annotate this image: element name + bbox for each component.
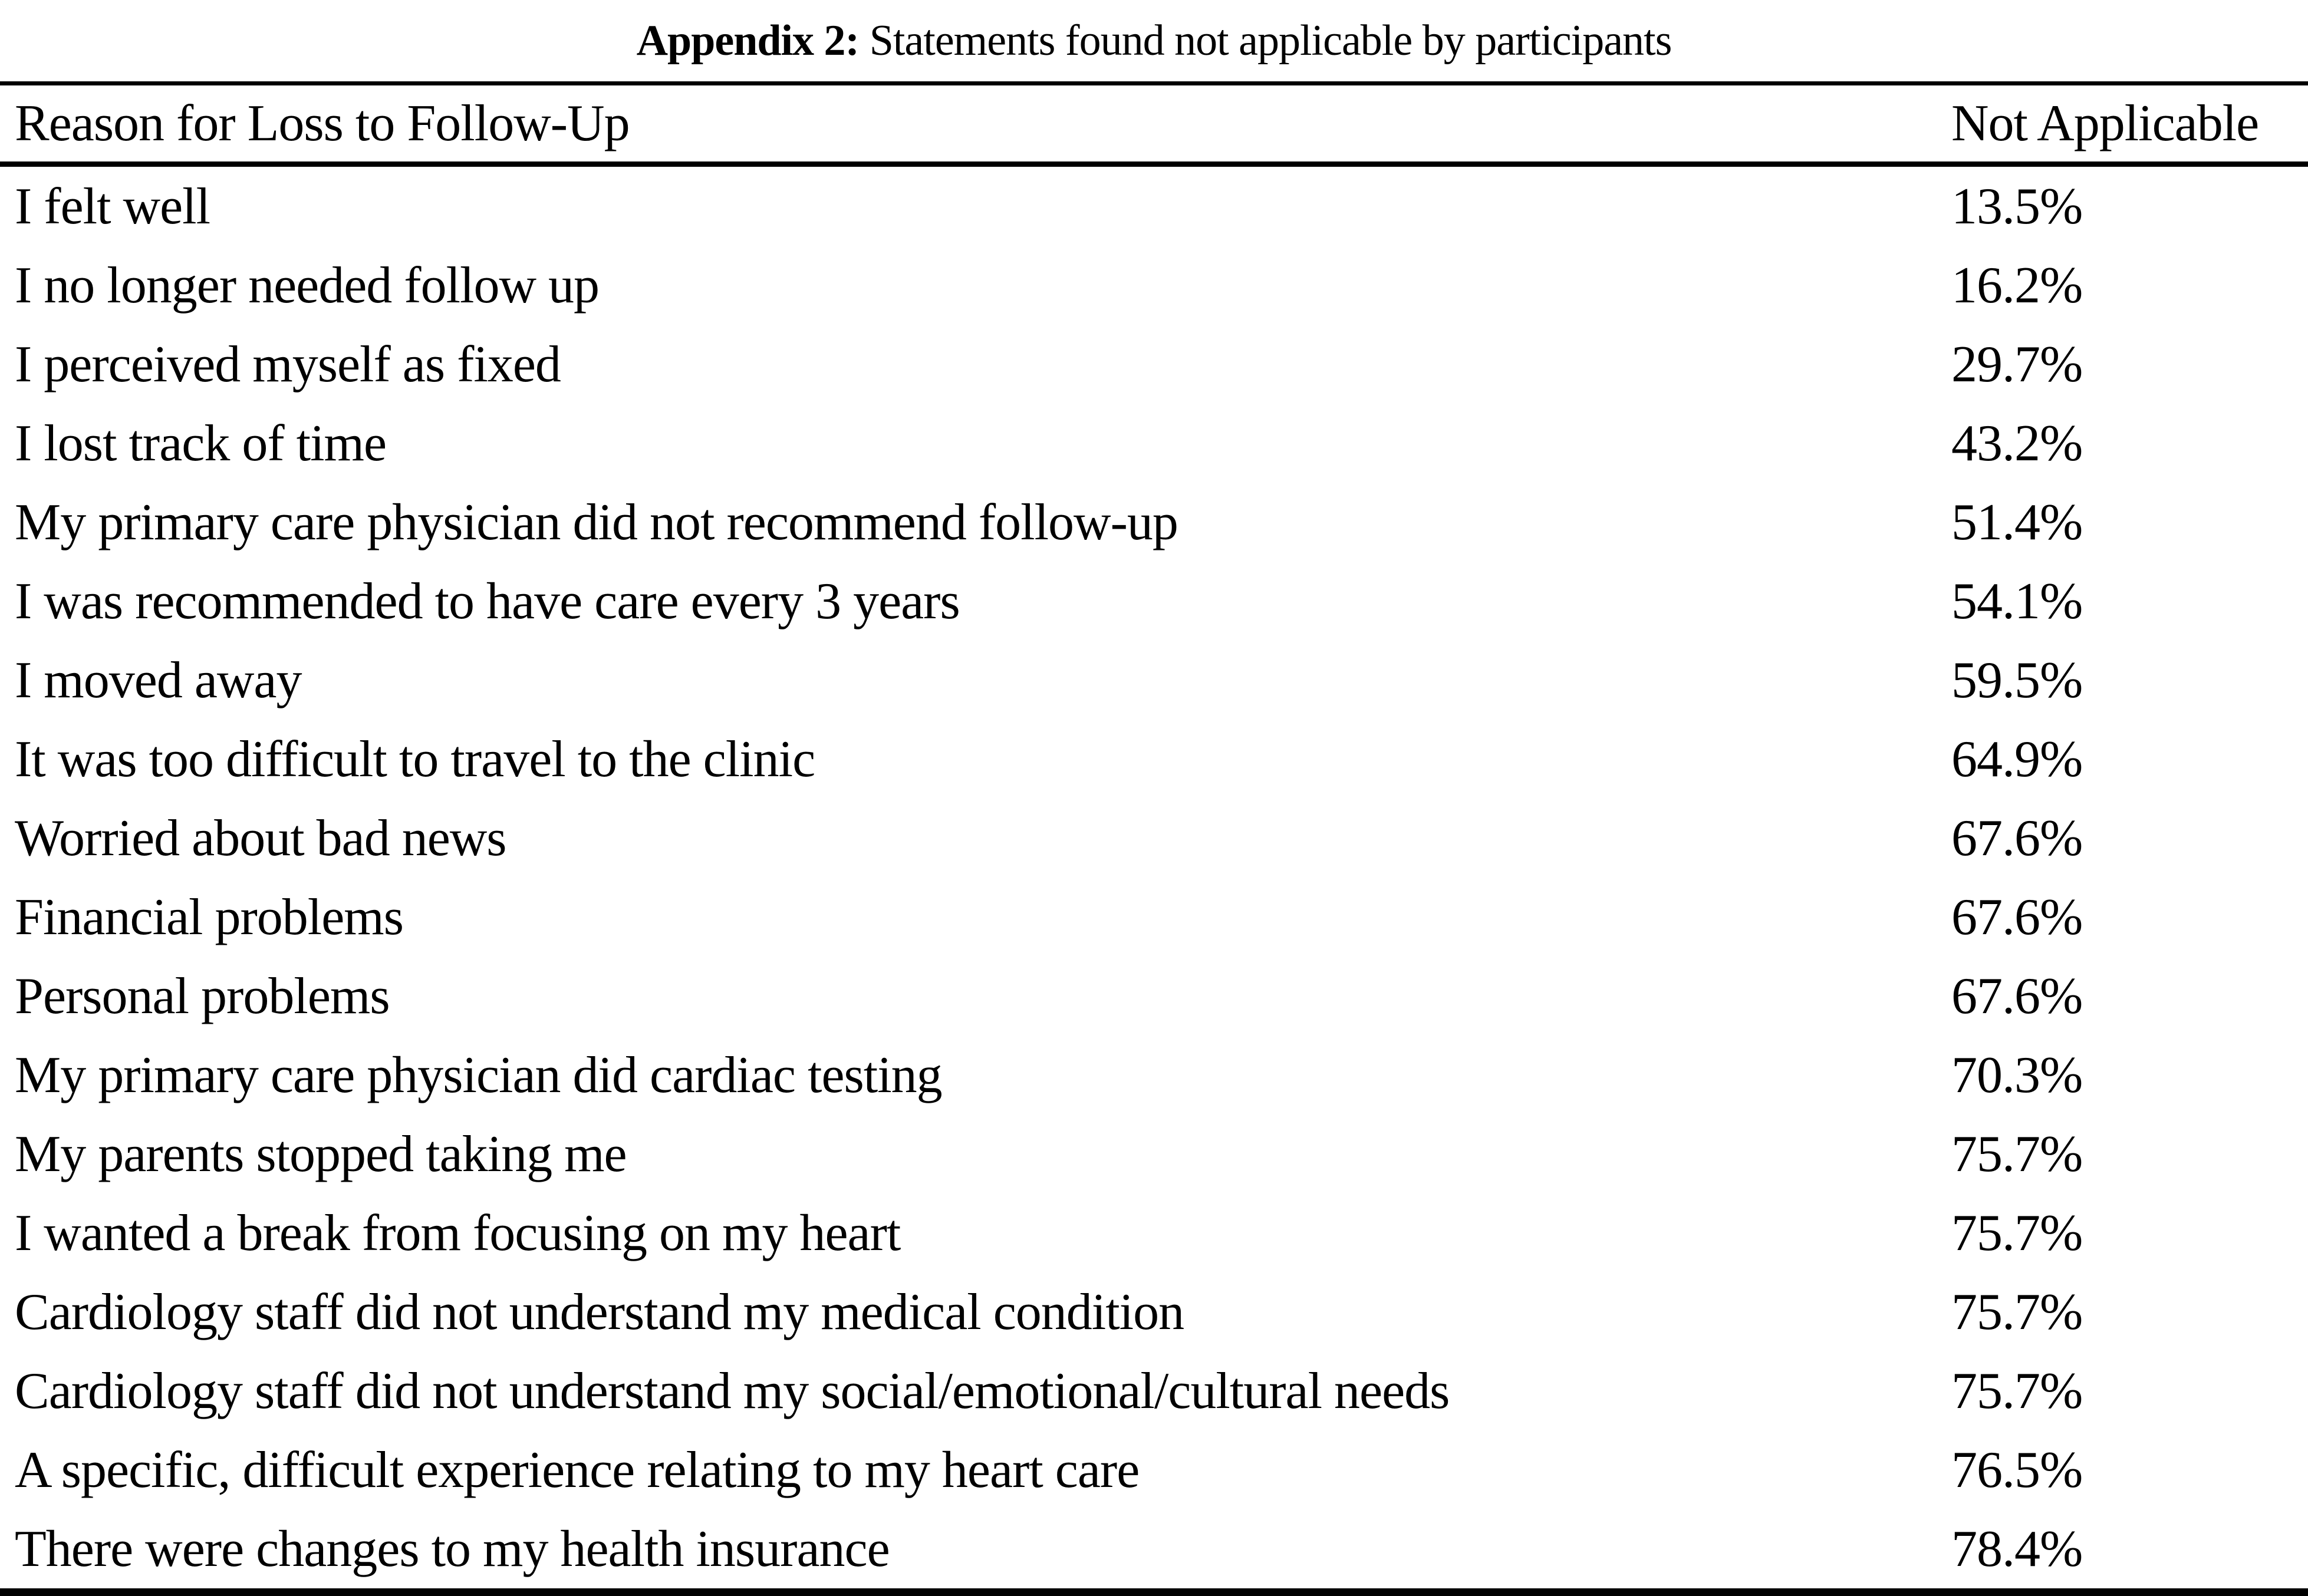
table-row — [0, 483, 2308, 562]
table-row — [0, 1509, 2308, 1592]
value-cell: 13.5% — [1951, 177, 2083, 235]
table-header — [0, 84, 2308, 164]
value-cell: 67.6% — [1951, 809, 2083, 867]
table-row — [0, 562, 2308, 641]
table-row — [0, 720, 2308, 799]
reason-cell: I moved away — [15, 651, 302, 709]
value-cell: 43.2% — [1951, 414, 2083, 472]
reason-cell: Cardiology staff did not understand my medical condition — [15, 1283, 1184, 1341]
reason-cell: I was recommended to have care every 3 years — [15, 572, 960, 630]
reason-cell: Personal problems — [15, 967, 390, 1025]
reason-cell: I perceived myself as fixed — [15, 335, 561, 393]
header-row — [0, 84, 2308, 164]
table-row — [0, 878, 2308, 957]
value-cell: 70.3% — [1951, 1046, 2083, 1104]
reason-cell: I wanted a break from focusing on my heart — [15, 1204, 901, 1262]
title-prefix: Appendix 2: — [636, 16, 860, 65]
reason-cell: Cardiology staff did not understand my social/emotional/cultural needs — [15, 1362, 1450, 1420]
table-row — [0, 404, 2308, 483]
reason-cell: It was too difficult to travel to the clinic — [15, 730, 815, 788]
table-row — [0, 799, 2308, 878]
reason-cell: I no longer needed follow up — [15, 256, 600, 314]
value-cell: 75.7% — [1951, 1125, 2083, 1183]
table-body — [0, 164, 2308, 1592]
table-row — [0, 246, 2308, 325]
column-header-not-applicable: Not Applicable — [1951, 84, 2308, 164]
table-row — [0, 1036, 2308, 1114]
reason-cell: I lost track of time — [15, 414, 387, 472]
table-row — [0, 164, 2308, 246]
reason-cell: Worried about bad news — [15, 809, 506, 867]
page-title — [0, 0, 2308, 81]
reason-cell: My parents stopped taking me — [15, 1125, 627, 1183]
value-cell: 67.6% — [1951, 888, 2083, 946]
reason-cell: Financial problems — [15, 888, 403, 946]
table-row — [0, 1272, 2308, 1351]
table-row — [0, 1430, 2308, 1509]
value-cell: 75.7% — [1951, 1362, 2083, 1420]
value-cell: 67.6% — [1951, 967, 2083, 1025]
table-row — [0, 1114, 2308, 1193]
value-cell: 78.4% — [1951, 1520, 2083, 1578]
value-cell: 64.9% — [1951, 730, 2083, 788]
table-row — [0, 641, 2308, 720]
table-row — [0, 957, 2308, 1036]
table-row — [0, 1351, 2308, 1430]
value-cell: 59.5% — [1951, 651, 2083, 709]
column-header-reason: Reason for Loss to Follow-Up — [0, 84, 1951, 164]
reason-cell: A specific, difficult experience relating to my heart care — [15, 1441, 1140, 1499]
value-cell: 16.2% — [1951, 256, 2083, 314]
reason-cell: My primary care physician did not recommend follow-up — [15, 493, 1178, 551]
value-cell: 76.5% — [1951, 1441, 2083, 1499]
reason-cell: My primary care physician did cardiac testing — [15, 1046, 942, 1104]
value-cell: 51.4% — [1951, 493, 2083, 551]
value-cell: 75.7% — [1951, 1283, 2083, 1341]
reason-cell: I felt well — [15, 177, 210, 235]
not-applicable-table — [0, 81, 2308, 1596]
title-text: Statements found not applicable by participants — [859, 16, 1672, 65]
reason-cell: There were changes to my health insurance — [15, 1520, 890, 1578]
value-cell: 54.1% — [1951, 572, 2083, 630]
value-cell: 75.7% — [1951, 1204, 2083, 1262]
table-row — [0, 325, 2308, 404]
value-cell: 29.7% — [1951, 335, 2083, 393]
table-row — [0, 1193, 2308, 1272]
